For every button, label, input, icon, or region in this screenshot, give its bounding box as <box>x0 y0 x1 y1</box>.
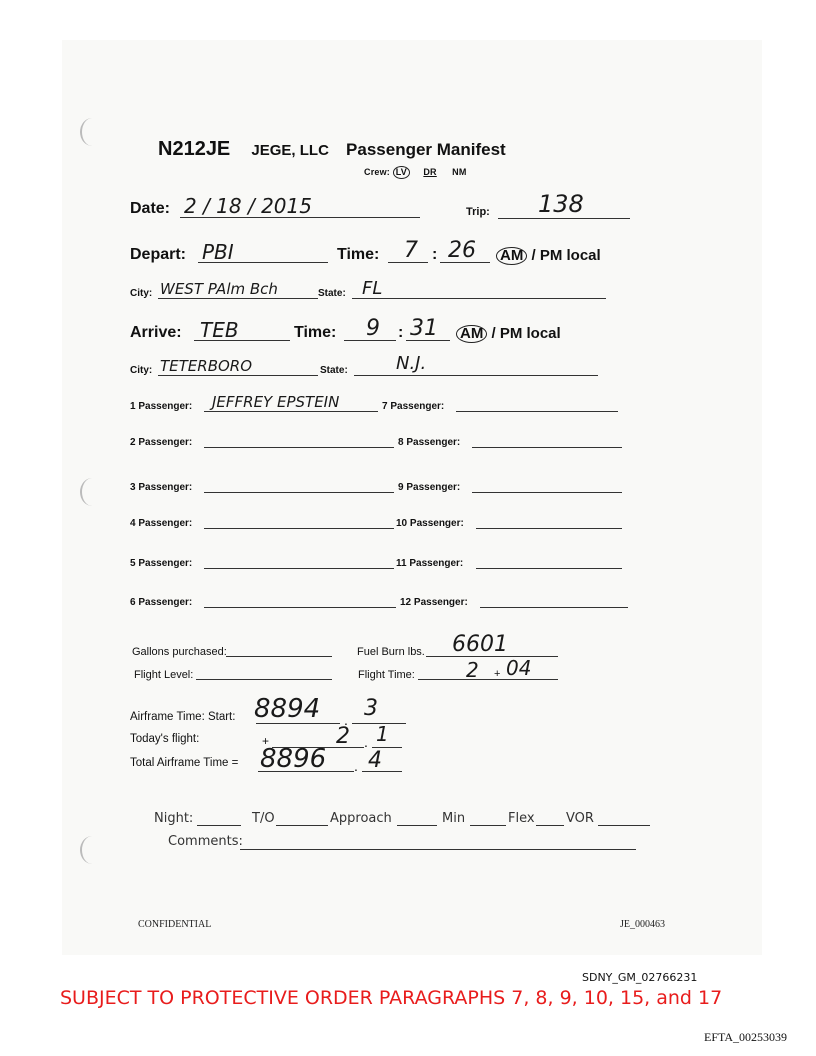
arrive-state-line <box>354 375 598 376</box>
passenger-label: 3 Passenger: <box>130 482 193 493</box>
date-label: Date: <box>130 200 171 217</box>
flex-line <box>536 825 564 826</box>
depart-state-label: State: <box>318 288 346 299</box>
passenger-line <box>204 447 394 448</box>
tail-number: N212JE <box>158 138 231 160</box>
airframe-dot: . <box>344 712 348 728</box>
trip-label: Trip: <box>466 206 490 218</box>
approach-line <box>397 825 437 826</box>
arrive-ampm <box>456 325 561 343</box>
fuel-burn-value: 6601 <box>452 632 508 657</box>
depart-label: Depart: <box>130 246 187 263</box>
crew-row <box>364 166 467 179</box>
punch-hole-mark <box>80 478 104 506</box>
night-label: Night: <box>154 811 194 826</box>
approach-label: Approach <box>330 811 392 826</box>
pm-local-label: / PM local <box>531 247 601 264</box>
je-bates-number: JE_000463 <box>620 919 665 930</box>
gallons-label: Gallons purchased: <box>132 646 227 658</box>
protective-order-notice: SUBJECT TO PROTECTIVE ORDER PARAGRAPHS 7, 8, 9, 10, 15, and 17 <box>60 987 723 1009</box>
passenger-line <box>204 492 394 493</box>
passenger-line <box>204 568 394 569</box>
passenger-line <box>476 528 622 529</box>
to-line <box>276 825 328 826</box>
today-flight-label: Today's flight: <box>130 733 200 745</box>
depart-city-line <box>158 298 318 299</box>
airframe-start-label: Airframe Time: Start: <box>130 711 236 723</box>
passenger-line <box>456 411 618 412</box>
to-label: T/O <box>252 811 275 826</box>
arrive-label: Arrive: <box>130 324 182 341</box>
depart-time-min: 26 <box>448 238 476 263</box>
crew-nm: NM <box>452 167 467 177</box>
min-line <box>470 825 506 826</box>
arrive-value: TEB <box>200 318 239 342</box>
flight-time-plus: + <box>494 668 501 680</box>
depart-state-line <box>352 298 606 299</box>
pm-local-label: / PM local <box>491 325 561 342</box>
depart-value: PBI <box>202 240 234 264</box>
efta-number: EFTA_00253039 <box>704 1030 788 1044</box>
passenger-label: 8 Passenger: <box>398 437 461 448</box>
passenger-label: 9 Passenger: <box>398 482 461 493</box>
passenger-label: 1 Passenger: <box>130 401 193 412</box>
today-whole: 2 <box>336 724 350 749</box>
manifest-header <box>158 138 506 161</box>
flex-label: Flex <box>508 811 535 826</box>
passenger-line <box>204 528 394 529</box>
depart-time-label: Time: <box>337 246 380 263</box>
passenger-line <box>476 568 622 569</box>
flight-time-label: Flight Time: <box>358 669 415 681</box>
confidential-stamp: CONFIDENTIAL <box>138 919 212 930</box>
passenger-line <box>204 411 378 412</box>
today-tenth: 1 <box>376 722 389 746</box>
depart-city-label: City: <box>130 288 153 299</box>
total-tenth: 4 <box>368 748 382 773</box>
trip-value: 138 <box>538 190 584 218</box>
passenger-line <box>204 607 396 608</box>
arrive-city-label: City: <box>130 365 153 376</box>
crew-lv-circled: LV <box>393 166 410 179</box>
flight-level-label: Flight Level: <box>134 669 194 681</box>
airframe-start-tenth: 3 <box>364 696 378 721</box>
time-colon: : <box>398 324 404 341</box>
arrive-time-label: Time: <box>294 324 337 341</box>
passenger-label: 12 Passenger: <box>400 597 468 608</box>
flight-time-hours: 2 <box>466 658 479 682</box>
gallons-line <box>226 656 332 657</box>
airframe-start-whole: 8894 <box>254 694 321 724</box>
depart-time-hour: 7 <box>404 238 418 263</box>
arrive-city-value: TETERBORO <box>160 357 253 375</box>
passenger-label: 4 Passenger: <box>130 518 193 529</box>
flight-level-line <box>196 679 332 680</box>
fuel-burn-label: Fuel Burn lbs. <box>357 646 425 658</box>
passenger-line <box>480 607 628 608</box>
passenger-name: JEFFREY EPSTEIN <box>212 393 340 411</box>
date-value: 2 / 18 / 2015 <box>184 194 312 218</box>
crew-label: Crew: <box>364 167 391 177</box>
min-label: Min <box>442 811 466 826</box>
passenger-label: 10 Passenger: <box>396 518 464 529</box>
comments-label: Comments: <box>168 834 243 849</box>
form-title: Passenger Manifest <box>346 140 506 159</box>
night-line <box>197 825 241 826</box>
passenger-label: 11 Passenger: <box>396 558 464 569</box>
am-circled: AM <box>456 325 487 343</box>
depart-ampm <box>496 247 601 265</box>
vor-line <box>598 825 650 826</box>
arrive-city-line <box>158 375 318 376</box>
total-airframe-label: Total Airframe Time = <box>130 757 239 769</box>
flight-time-line <box>418 679 558 680</box>
sdny-bates-number: SDNY_GM_02766231 <box>582 971 698 984</box>
flight-time-mins: 04 <box>506 656 532 680</box>
airframe-dot: . <box>354 758 358 774</box>
time-colon: : <box>432 246 438 263</box>
passenger-label: 6 Passenger: <box>130 597 193 608</box>
arrive-time-hour: 9 <box>366 316 380 341</box>
passenger-line <box>472 447 622 448</box>
arrive-state-value: N.J. <box>396 353 427 374</box>
passenger-line <box>472 492 622 493</box>
crew-dr: DR <box>423 167 437 177</box>
trip-line <box>498 218 630 219</box>
arrive-time-min: 31 <box>410 316 438 341</box>
am-circled: AM <box>496 247 527 265</box>
arrive-state-label: State: <box>320 365 348 376</box>
today-plus: + <box>262 734 270 748</box>
passenger-label: 7 Passenger: <box>382 401 445 412</box>
punch-hole-mark <box>80 836 104 864</box>
depart-city-value: WEST PAlm Bch <box>160 280 278 298</box>
comments-line <box>240 849 636 850</box>
punch-hole-mark <box>80 118 104 146</box>
passenger-label: 2 Passenger: <box>130 437 193 448</box>
vor-label: VOR <box>566 811 594 826</box>
company-name: JEGE, LLC <box>251 142 329 159</box>
passenger-label: 5 Passenger: <box>130 558 193 569</box>
airframe-dot: . <box>364 734 368 750</box>
total-whole: 8896 <box>260 744 327 774</box>
depart-state-value: FL <box>362 278 383 299</box>
